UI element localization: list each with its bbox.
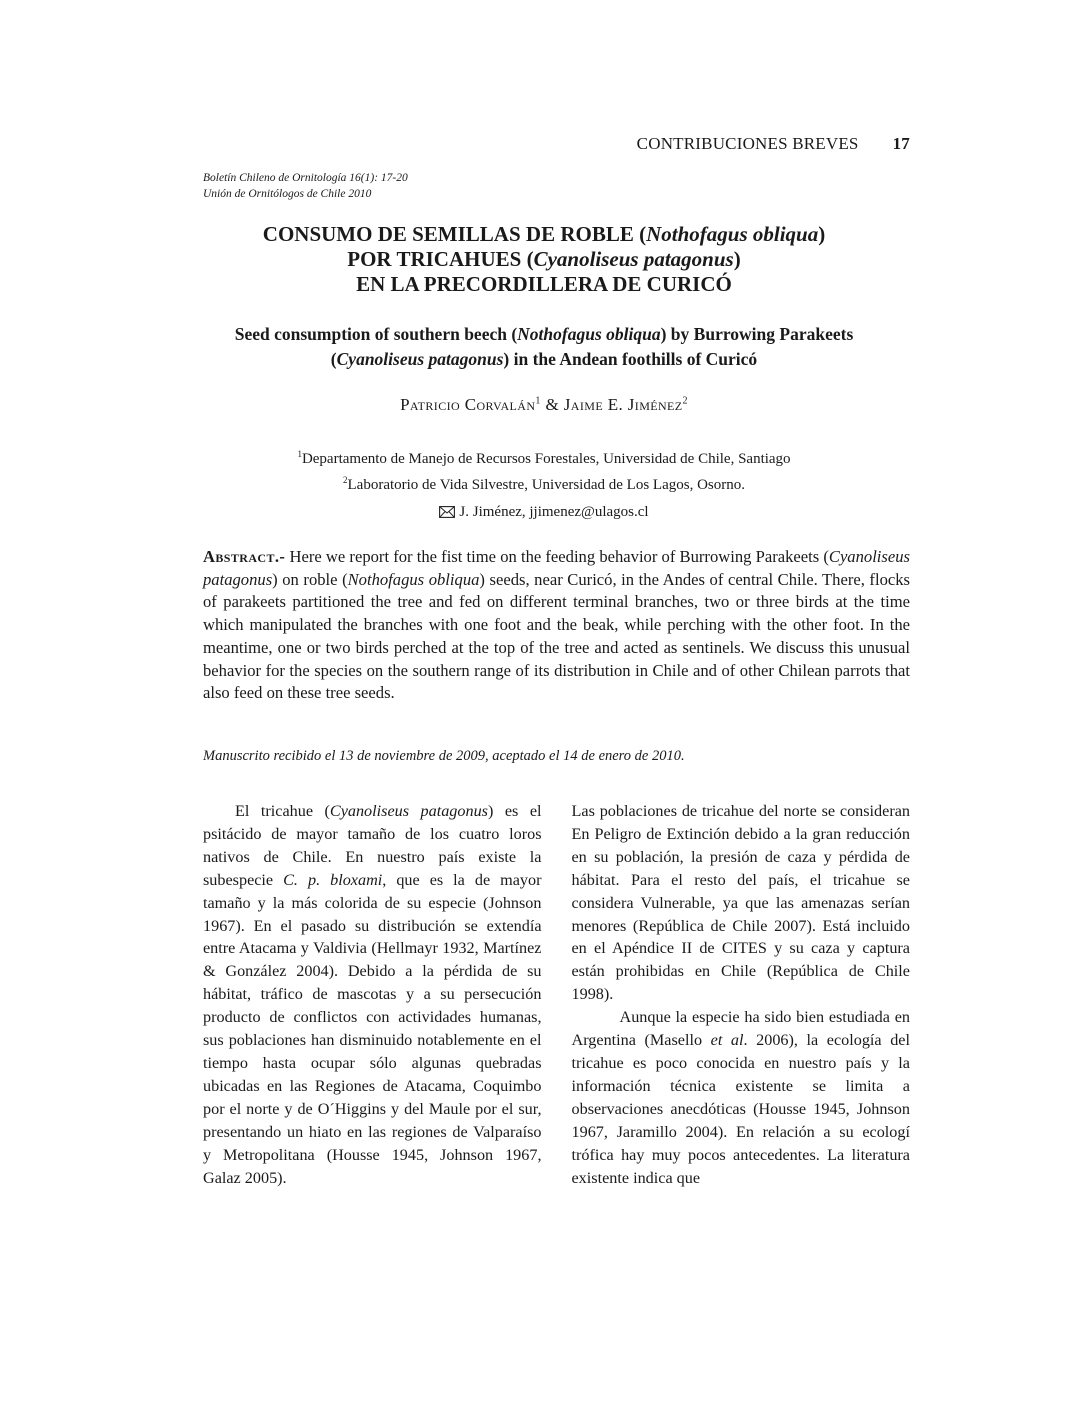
title-line-2: POR TRICAHUES (Cyanoliseus patagonus) (347, 247, 741, 271)
contact-line (150, 504, 938, 523)
subtitle-line-2: (Cyanoliseus patagonus) in the Andean foothills of Curicó (330, 349, 758, 369)
author-1: Patricio Corvalán (400, 395, 536, 414)
title-line-3: EN LA PRECORDILLERA DE CURICÓ (356, 272, 732, 296)
paragraph-2: Las poblaciones de tricahue del norte se consideran En Peligro de Extinción debido a la gran reducción en su población, la presión de caza y pérdida de hábitat. Para el resto del país, el tricahue se considera Vulnerable, ya que las amenazas serían menores (República de Chile 2007). Está incluido en el Apéndice II de CITES y su caza y captura están prohibidas en Chile (República de Chile 1998). (571, 802, 910, 1004)
envelope-icon (439, 506, 455, 523)
article-title (150, 222, 938, 297)
body-text (203, 800, 910, 1220)
journal-reference: Boletín Chileno de Ornitología 16(1): 17-20 (203, 172, 408, 184)
publisher-line: Unión de Ornitólogos de Chile 2010 (203, 188, 372, 200)
page-number: 17 (892, 134, 910, 153)
subtitle-line-1: Seed consumption of southern beech (Nothofagus obliqua) by Burrowing Parakeets (234, 324, 854, 344)
affiliation-2: $^2$Laboratorio de Vida Silvestre, Universidad de Los Lagos, Osorno. (343, 475, 745, 493)
paragraph-1: El tricahue (Cyanoliseus patagonus) es el psitácido de mayor tamaño de los cuatro loros nativos de Chile. En nuestro país existe la subespecie C. p. bloxami, que es la de mayor tamaño y la más colorida de su especie (Johnson 1967). En el pasado su distribución se extendía entre Atacama y Valdivia (Hellmayr 1932, Martínez & González 2004). Debido a la pérdida de su hábitat, tráfico de mascotas y a su persecución producto de conflictos con actividades humanas, sus poblaciones han disminuido notablemente en el tiempo hasta ocupar sólo algunas quebradas ubicadas en las Regiones de Atacama, Coquimbo por el norte y de O´Higgins y del Maule por el sur, presentando un hiato en las regiones de Valparaíso y Metropolitana (Housse 1945, Johnson 1967, Galaz 2005). (203, 802, 542, 1187)
contact-email[interactable]: J. Jiménez, jjimenez@ulagos.cl (459, 504, 649, 520)
english-title (150, 322, 938, 372)
author-line: Patricio Corvalán$^1$ & Jaime E. Jiménez$^2$ (400, 395, 688, 414)
journal-citation (203, 170, 408, 202)
running-head (560, 134, 910, 154)
affiliation-1: $^1$Departamento de Manejo de Recursos Forestales, Universidad de Chile, Santiago (297, 449, 791, 467)
affiliations (150, 444, 938, 496)
abstract: Abstract.- Here we report for the fist time on the feeding behavior of Burrowing Parakeets (Cyanoliseus patagonus) on roble (Nothofagus obliqua) seeds, near Curicó, in the Andes of central Chile. There, flocks of parakeets partitioned the tree and fed on different terminal branches, two or three birds at the time which manipulated the branches with one foot and the beak, while perching with the other foot. In the meantime, one or two birds perched at the top of the tree and acted as sentinels. We discuss this unusual behavior for the species on the southern range of its distribution in Chile and of other Chilean parrots that also feed on these tree seeds. (203, 547, 910, 703)
abstract-label: Abstract.- (203, 547, 286, 566)
paragraph-3: Aunque la especie ha sido bien estudiada en Argentina (Masello et al. 2006), la ecología del tricahue es poco conocida en nuestro país y la información técnica existente se limita a observaciones anecdóticas (Housse 1945, Johnson 1967, Jaramillo 2004). En relación a su ecologí trófica hay muy pocos antecedentes. La literatura existente indica que (571, 1008, 910, 1187)
received-date: Manuscrito recibido el 13 de noviembre de 2009, aceptado el 14 de enero de 2010. (203, 748, 685, 764)
running-head-section: CONTRIBUCIONES BREVES (636, 134, 859, 153)
author-2: Jaime E. Jiménez (563, 395, 683, 414)
title-line-1: CONSUMO DE SEMILLAS DE ROBLE (Nothofagus obliqua) (262, 222, 826, 246)
